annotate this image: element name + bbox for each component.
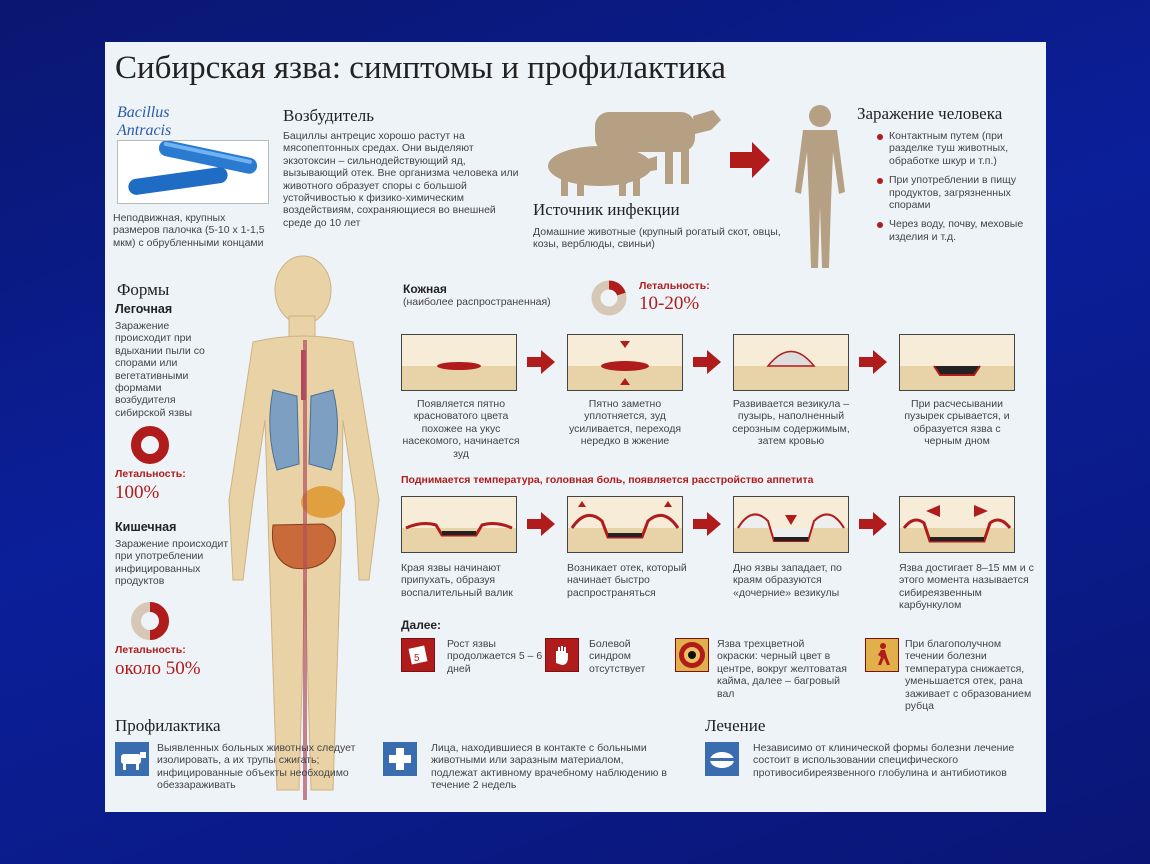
- pills-icon: [705, 742, 739, 776]
- skin-stage-6-text: Возникает отек, который начинает быстро распространяться: [567, 562, 687, 599]
- infection-item: При употреблении в пищу продуктов, загрязненных спорами: [877, 174, 1045, 211]
- arrow-right-icon: [527, 350, 557, 374]
- intestinal-form-text: Заражение происходит при употреблении инфицированных продуктов: [115, 538, 229, 588]
- treatment-text: Независимо от клинической формы болезни лечение состоит в использовании специфического противосибиреязвенного глобулина и антибиотиков: [753, 742, 1015, 779]
- calendar-icon: [401, 638, 435, 672]
- target-icon: [675, 638, 709, 672]
- skin-stage-4-diagram: [899, 334, 1015, 391]
- infection-item: Контактным путем (при разделке туш животных, обработке шкур и т.п.): [877, 130, 1045, 167]
- bacillus-icon: [118, 141, 268, 203]
- further-heading: Далее:: [401, 618, 442, 632]
- intestinal-lethality-label: Летальность:: [115, 644, 186, 656]
- skin-stage-4-text: При расчесывании пузырек срывается, и образуется язва с черным дном: [904, 398, 1010, 448]
- arrow-right-icon: [527, 512, 557, 536]
- lethality-ring-skin-icon: [589, 278, 629, 318]
- skin-stage-7-diagram: [733, 496, 849, 553]
- livestock-icon: [545, 104, 725, 199]
- human-silhouette-icon: [785, 102, 855, 272]
- forms-heading: Формы: [117, 280, 170, 299]
- bacillus-image: [117, 140, 269, 204]
- skin-lethality-label: Летальность:: [639, 280, 710, 292]
- svg-text:5: 5: [414, 653, 420, 664]
- prevention-item-1: Выявленных больных животных следует изолировать, а их трупы сжигать; инфицированные объекты необходимо обеззараживать: [157, 742, 356, 792]
- skin-form-name: Кожная: [403, 282, 447, 296]
- infection-item: Через воду, почву, меховые изделия и т.д.: [877, 218, 1045, 243]
- latin-genus: Bacillus: [117, 104, 170, 121]
- page-title: Сибирская язва: симптомы и профилактика: [115, 50, 726, 86]
- pulmonary-form-name: Легочная: [115, 302, 173, 316]
- pulmonary-lethality-label: Летальность:: [115, 468, 186, 480]
- skin-stage-3-text: Развивается везикула – пузырь, наполненный серозным содержимым, затем кровью: [732, 398, 850, 448]
- skin-stage-2-diagram: [567, 334, 683, 391]
- pulmonary-lethality-value: 100%: [115, 482, 160, 503]
- pulmonary-form-text: Заражение происходит при вдыхании пыли со спорами или вегетативными формами возбудителя сибирской язвы: [115, 320, 205, 419]
- skin-stage-2-text: Пятно заметно уплотняется, зуд усиливается, переходя нередко в жжение: [568, 398, 682, 448]
- skin-stage-5-text: Края язвы начинают припухать, образуя воспалительный валик: [401, 562, 513, 599]
- arrow-right-icon: [859, 350, 889, 374]
- skin-stage-8-diagram: [899, 496, 1015, 553]
- treatment-heading: Лечение: [705, 716, 766, 735]
- skin-stage-5-diagram: [401, 496, 517, 553]
- pathogen-latin-name: [117, 104, 171, 140]
- infographic: [105, 42, 1046, 812]
- pathogen-caption: Неподвижная, крупных размеров палочка (5-10 х 1-1,5 мкм) с обрубленными концами: [113, 212, 265, 249]
- arrow-right-icon: [859, 512, 889, 536]
- lethality-ring-pulmonary-icon: [129, 424, 171, 466]
- prevention-item-2: Лица, находившиеся в контакте с больными животными или заразным материалом, подлежат активному врачебному наблюдению в течение 2 недель: [431, 742, 667, 792]
- fever-note: Поднимается температура, головная боль, появляется расстройство аппетита: [401, 474, 814, 486]
- further-item-text: При благополучном течении болезни температура снижается, уменьшается отек, рана заживает с образованием рубца: [905, 638, 1032, 713]
- arrow-right-icon: [730, 140, 772, 182]
- medical-cross-icon: [383, 742, 417, 776]
- infection-list: [877, 130, 1045, 250]
- skin-stage-7-text: Дно язвы западает, по краям образуются «дочерние» везикулы: [733, 562, 842, 599]
- further-item-text: Язва трехцветной окраски: черный цвет в центре, вокруг желтоватая кайма, далее – багровый вал: [717, 638, 847, 700]
- intestinal-form-name: Кишечная: [115, 520, 177, 534]
- source-text: Домашние животные (крупный рогатый скот, овцы, козы, верблюды, свиньи): [533, 226, 781, 251]
- further-item-text: Рост язвы продолжается 5 – 6 дней: [447, 638, 543, 675]
- cow-icon: [115, 742, 149, 776]
- skin-form-note: (наиболее распространенная): [403, 296, 551, 308]
- further-item-text: Болевой синдром отсутствует: [589, 638, 646, 675]
- intestinal-lethality-value: около 50%: [115, 658, 201, 679]
- skin-stage-3-diagram: [733, 334, 849, 391]
- lethality-ring-intestinal-icon: [129, 600, 171, 642]
- infection-heading: Заражение человека: [857, 104, 1003, 123]
- hand-icon: [545, 638, 579, 672]
- skin-stage-1-text: Появляется пятно красноватого цвета похожее на укус насекомого, начинается зуд: [402, 398, 520, 460]
- latin-species: Antracis: [117, 122, 172, 139]
- source-heading: Источник инфекции: [533, 200, 680, 219]
- pathogen-heading: Возбудитель: [283, 106, 374, 125]
- skin-stage-8-text: Язва достигает 8–15 мм и с этого момента называется сибиреязвенным карбункулом: [899, 562, 1034, 612]
- arrow-right-icon: [693, 350, 723, 374]
- skin-lethality-value: 10-20%: [639, 293, 700, 314]
- skin-stage-6-diagram: [567, 496, 683, 553]
- walking-person-icon: [865, 638, 899, 672]
- skin-stage-1-diagram: [401, 334, 517, 391]
- arrow-right-icon: [693, 512, 723, 536]
- prevention-heading: Профилактика: [115, 716, 221, 735]
- pathogen-text: Бациллы антрецис хорошо растут на мясопептонных средах. Они выделяют экзотоксин – сильнодействующий яд, вызывающий отек. Вне организма человека или животного образует споры с большой устойчивостью к физико-химическим воздействиям, сохраняющиеся во внешней среде до 10 лет: [283, 130, 519, 229]
